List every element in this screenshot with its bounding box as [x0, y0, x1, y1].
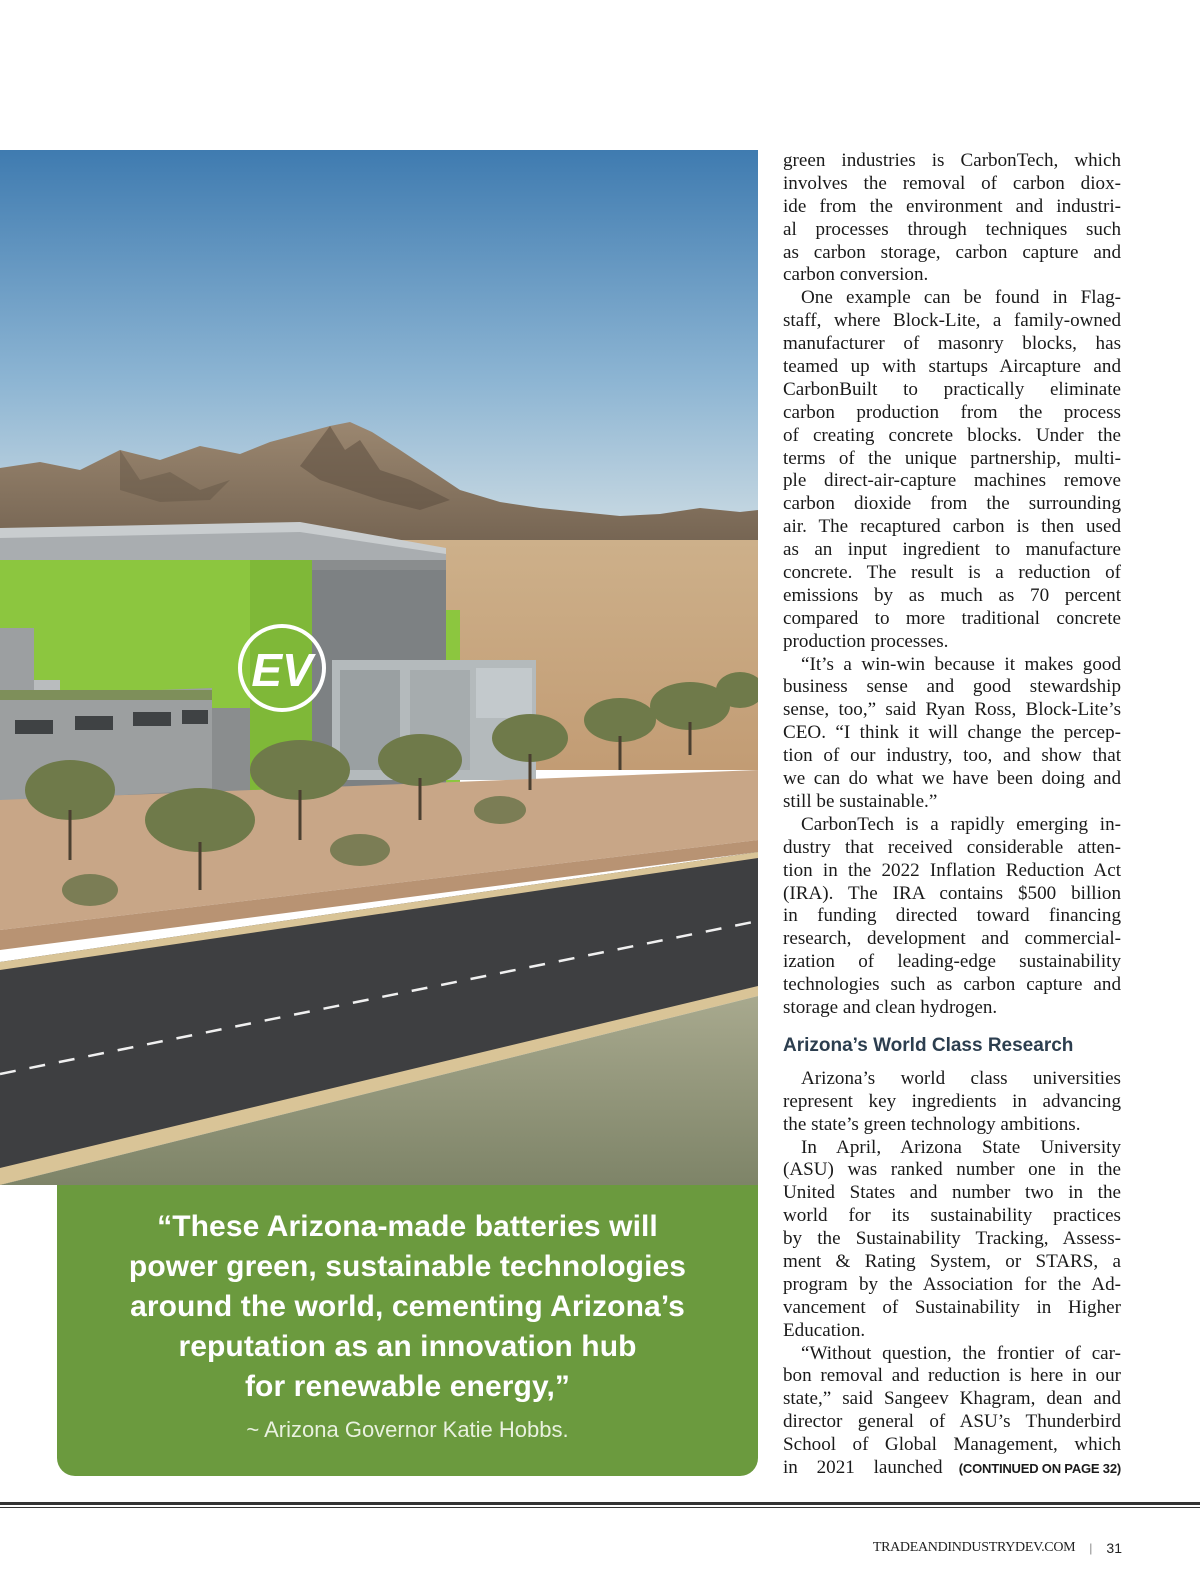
- paragraph: [783, 814, 1121, 1020]
- text-line: ide from the environment and industri-: [783, 195, 1121, 217]
- footer-site-url[interactable]: TRADEANDINDUSTRYDEV.COM: [872, 1540, 1076, 1555]
- ev-factory-rendering: [0, 150, 758, 1185]
- paragraph: [783, 1343, 1121, 1480]
- text-line: compared to more traditional concrete: [783, 607, 1121, 629]
- text-line: the state’s green technology ambitions.: [783, 1113, 1081, 1135]
- text-line: sense, too,” said Ryan Ross, Block-Lite’s: [783, 699, 1121, 721]
- text-line: School of Global Management, which: [783, 1434, 1121, 1456]
- text-line: tion in the 2022 Inflation Reduction Act: [783, 859, 1121, 881]
- text-line: in funding directed toward financing: [783, 905, 1121, 927]
- continued-row: [783, 1457, 1121, 1480]
- text-line: tion of our industry, too, and show that: [783, 745, 1121, 767]
- text-line: In April, Arizona State University: [801, 1136, 1121, 1158]
- text-line: Education.: [783, 1319, 866, 1341]
- footer-rule: [0, 1502, 1200, 1505]
- paragraph: [783, 654, 1121, 814]
- text-line: world for its sustainability practices: [783, 1205, 1121, 1227]
- text-line: United States and number two in the: [783, 1182, 1121, 1204]
- quote-line: around the world, cementing Arizona’s: [130, 1290, 685, 1323]
- text-line: air. The recaptured carbon is then used: [783, 516, 1121, 538]
- quote-line: “These Arizona-made batteries will: [157, 1210, 658, 1243]
- text-line: CEO. “I think it will change the percep-: [783, 722, 1121, 744]
- text-line: business sense and good stewardship: [783, 676, 1121, 698]
- text-line: technologies such as carbon capture and: [783, 974, 1121, 996]
- text-line: of creating concrete blocks. Under the: [783, 424, 1121, 446]
- footer-separator: |: [1089, 1541, 1093, 1555]
- text-line: carbon conversion.: [783, 264, 929, 286]
- section-heading: Arizona’s World Class Research: [783, 1034, 1074, 1056]
- text-line: emissions by as much as 70 percent: [783, 584, 1121, 606]
- text-line: One example can be found in Flag-: [801, 287, 1121, 309]
- text-line: we can do what we have been doing and: [783, 768, 1121, 790]
- text-line: al processes through techniques such: [783, 218, 1121, 240]
- text-line: ment & Rating System, or STARS, a: [783, 1250, 1121, 1272]
- text-line: teamed up with startups Aircapture and: [783, 356, 1121, 378]
- text-line: involves the removal of carbon diox-: [783, 172, 1121, 194]
- text-line: dustry that received considerable atten-: [783, 836, 1121, 858]
- text-line: CarbonBuilt to practically eliminate: [783, 378, 1121, 400]
- text-line: carbon dioxide from the surrounding: [783, 493, 1121, 515]
- quote-line: power green, sustainable technologies: [128, 1250, 687, 1283]
- text-line: storage and clean hydrogen.: [783, 996, 998, 1018]
- continued-on-page-link[interactable]: (CONTINUED ON PAGE 32): [958, 1460, 1121, 1476]
- text-line: green industries is CarbonTech, which: [783, 150, 1121, 171]
- text-line: staff, where Block-Lite, a family-owned: [783, 310, 1121, 332]
- text-line: Arizona’s world class universities: [801, 1067, 1121, 1089]
- text-line: CarbonTech is a rapidly emerging in-: [801, 813, 1121, 835]
- text-line: production processes.: [783, 630, 949, 652]
- text-line: concrete. The result is a reduction of: [783, 562, 1121, 584]
- article-column: [783, 150, 1121, 1480]
- text-line: carbon production from the process: [783, 401, 1121, 423]
- text-line: ple direct-air-capture machines remove: [783, 470, 1121, 492]
- text-line: in 2021 launched: [783, 1456, 943, 1478]
- text-line: still be sustainable.”: [783, 790, 938, 812]
- paragraph: [783, 150, 1121, 287]
- pull-quote: [57, 1185, 758, 1476]
- text-line: by the Sustainability Tracking, Assess-: [783, 1228, 1121, 1250]
- text-line: terms of the unique partnership, multi-: [783, 447, 1121, 469]
- text-line: director general of ASU’s Thunderbird: [783, 1411, 1121, 1433]
- text-line: ization of leading-edge sustainability: [783, 951, 1121, 973]
- text-line: (ASU) was ranked number one in the: [783, 1159, 1121, 1181]
- paragraph: [783, 1068, 1121, 1137]
- text-line: (IRA). The IRA contains $500 billion: [783, 882, 1121, 904]
- text-line: vancement of Sustainability in Higher: [783, 1296, 1121, 1318]
- ev-logo-text: EV: [251, 644, 313, 696]
- text-line: program by the Association for the Ad-: [783, 1273, 1121, 1295]
- text-line: bon removal and reduction is here in our: [783, 1365, 1121, 1387]
- page-number: 31: [1106, 1540, 1122, 1556]
- paragraph: [783, 1137, 1121, 1343]
- text-line: as carbon storage, carbon capture and: [783, 241, 1121, 263]
- text-line: represent key ingredients in advancing: [783, 1090, 1121, 1112]
- page-footer: [873, 1540, 1122, 1556]
- paragraph: [783, 287, 1121, 653]
- text-line: “Without question, the frontier of car-: [801, 1342, 1121, 1364]
- quote-line: reputation as an innovation hub: [178, 1330, 637, 1363]
- footer-rule: [0, 1507, 1200, 1508]
- quote-line: for renewable energy,”: [244, 1370, 571, 1403]
- text-line: research, development and commercial-: [783, 928, 1121, 950]
- text-line: state,” said Sangeev Khagram, dean and: [783, 1388, 1121, 1410]
- text-line: as an input ingredient to manufacture: [783, 539, 1121, 561]
- text-line: “It’s a win-win because it makes good: [801, 653, 1121, 675]
- quote-attribution: ~ Arizona Governor Katie Hobbs.: [246, 1417, 569, 1442]
- text-line: manufacturer of masonry blocks, has: [783, 333, 1121, 355]
